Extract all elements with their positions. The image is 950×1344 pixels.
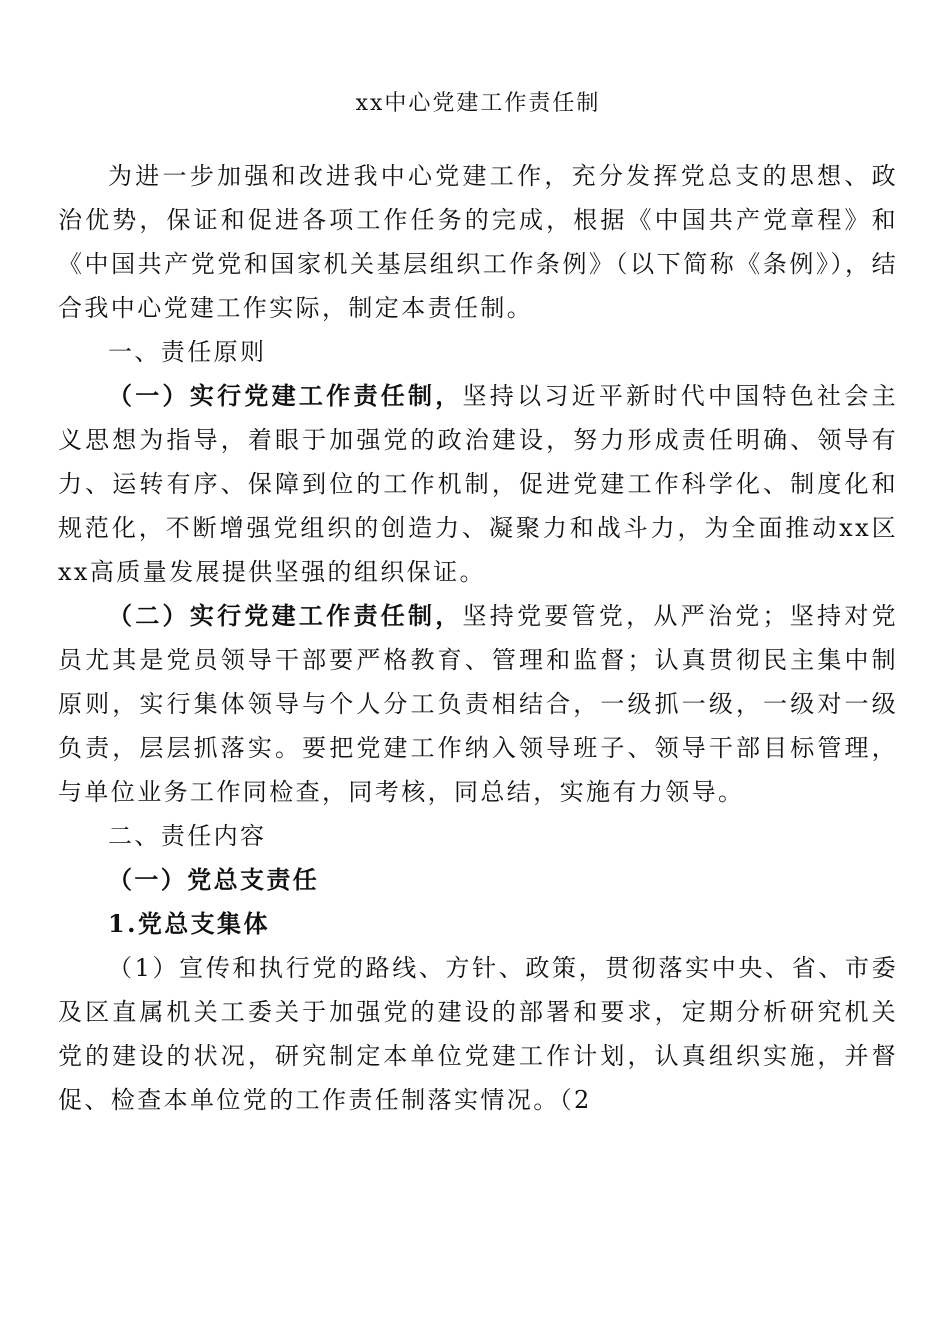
content-paragraph-1: （1）宣传和执行党的路线、方针、政策，贯彻落实中央、省、市委及区直属机关工委关于加强党的建设的部署和要求，定期分析研究机关党的建设的状况，研究制定本单位党建工作计划，认真组织实施，并督促、检查本单位党的工作责任制落实情况。（2 [58, 954, 898, 1114]
document-page [58, 84, 898, 1122]
document-title: xx中心党建工作责任制 [355, 91, 601, 116]
principle-item-2-text: 坚持党要管党，从严治党；坚持对党员尤其是党员领导干部要严格教育、管理和监督；认真贯彻民主集中制原则，实行集体领导与个人分工负责相结合，一级抓一级，一级对一级负责，层层抓落实。要把党建工作纳入领导班子、领导干部目标管理，与单位业务工作同检查，同考核，同总结，实施有力领导。 [58, 602, 898, 806]
principle-item-2-lead: （二）实行党建工作责任制， [108, 601, 463, 630]
principle-item-1 [58, 374, 898, 594]
principle-item-2 [58, 594, 898, 814]
subsection-heading-branch: （一）党总支责任 [108, 865, 320, 894]
section-heading-principles: 一、责任原则 [108, 338, 267, 366]
section-heading-content: 二、责任内容 [108, 822, 267, 850]
intro-paragraph: 为进一步加强和改进我中心党建工作，充分发挥党总支的思想、政治优势，保证和促进各项工作任务的完成，根据《中国共产党章程》和《中国共产党党和国家机关基层组织工作条例》（以下简称《条例》），结合我中心党建工作实际，制定本责任制。 [58, 162, 898, 322]
subsection-heading-collective: 1.党总支集体 [108, 909, 270, 938]
principle-item-1-lead: （一）实行党建工作责任制， [108, 381, 463, 410]
principle-item-1-text: 坚持以习近平新时代中国特色社会主义思想为指导，着眼于加强党的政治建设，努力形成责任明确、领导有力、运转有序、保障到位的工作机制，促进党建工作科学化、制度化和规范化，不断增强党组织的创造力、凝聚力和战斗力，为全面推动xx区xx高质量发展提供坚强的组织保证。 [58, 382, 898, 586]
